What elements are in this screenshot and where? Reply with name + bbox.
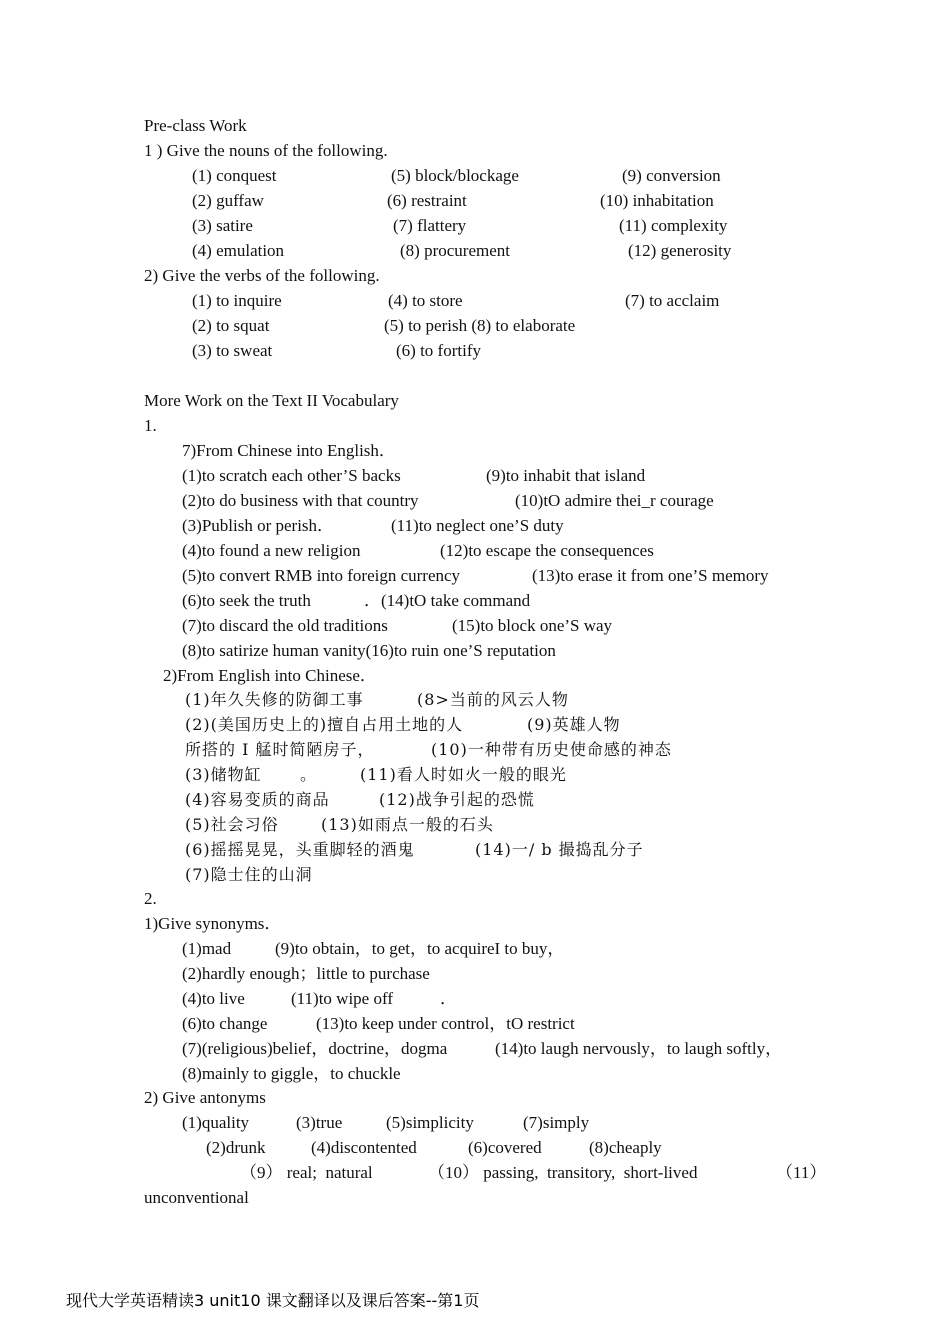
verb-item: (7) to acclaim	[625, 291, 720, 310]
part-heading: 7)From Chinese into English．	[182, 441, 396, 460]
antonym-item: (7)simply	[523, 1113, 590, 1132]
translation-item-cn: (9)英雄人物	[527, 715, 621, 734]
section-number: 2.	[144, 889, 157, 908]
antonym-item: （11）	[776, 1163, 827, 1182]
translation-item-cn: (1)年久失修的防御工事	[185, 690, 364, 709]
translation-item: (9)to inhabit that island	[486, 466, 646, 485]
verb-item: (2) to squat	[192, 316, 270, 335]
synonym-item: (11)to wipe off	[291, 989, 393, 1008]
translation-item-cn: (4)容易变质的商品	[185, 790, 330, 809]
translation-item: (7)to discard the old traditions	[182, 616, 388, 635]
antonym-item: (4)discontented	[311, 1138, 417, 1157]
translation-item: (3)Publish or perish．	[182, 516, 335, 535]
translation-item-cn: (8>当前的风云人物	[417, 690, 569, 709]
more-work-title: More Work on the Text II Vocabulary	[144, 391, 399, 410]
part-heading: 2)From English into Chinese．	[163, 666, 377, 685]
noun-item: (6) restraint	[387, 191, 467, 210]
synonym-item: (9)to obtain，to get，to acquireI to buy，	[275, 939, 565, 958]
noun-item: (8) procurement	[400, 241, 510, 260]
noun-item: (4) emulation	[192, 241, 285, 260]
antonym-item: (8)cheaply	[589, 1138, 662, 1157]
translation-item-cn: (7)隐士住的山洞	[185, 865, 313, 884]
synonym-item: ．	[440, 989, 457, 1008]
verb-item: (3) to sweat	[192, 341, 273, 360]
synonym-item: (14)to laugh nervously，to laugh softly，	[495, 1039, 783, 1058]
verb-item: (1) to inquire	[192, 291, 282, 310]
translation-item: (2)to do business with that country	[182, 491, 419, 510]
antonym-item: （9） real; natural	[240, 1163, 373, 1182]
translation-item: (13)to erase it from one’S memory	[532, 566, 769, 585]
translation-item-cn: 所搭的 I 艋时简陋房子，	[185, 740, 375, 759]
part-heading: 2) Give antonyms	[144, 1088, 266, 1107]
translation-item: (1)to scratch each other’S backs	[182, 466, 401, 485]
translation-item: (8)to satirize human vanity(16)to ruin one’S reputation	[182, 641, 556, 660]
translation-item-cn: (10)一种带有历史使命感的神态	[431, 740, 672, 759]
synonym-item: (4)to live	[182, 989, 245, 1008]
synonym-item: (1)mad	[182, 939, 232, 958]
translation-item: (5)to convert RMB into foreign currency	[182, 566, 461, 585]
part-heading: 1)Give synonyms．	[144, 914, 282, 933]
antonym-item: unconventional	[144, 1188, 249, 1207]
synonym-item: (13)to keep under control，tO restrict	[316, 1014, 575, 1033]
noun-item: (9) conversion	[622, 166, 721, 185]
translation-item-cn: (13)如雨点一般的石头	[321, 815, 494, 834]
antonym-item: (2)drunk	[206, 1138, 266, 1157]
synonym-item: (7)(religious)belief，doctrine，dogma	[182, 1039, 448, 1058]
translation-item: ．(14)tO take command	[364, 591, 531, 610]
noun-item: (11) complexity	[619, 216, 728, 235]
verb-item: (4) to store	[388, 291, 463, 310]
synonym-item: (2)hardly enough；little to purchase	[182, 964, 430, 983]
translation-item-cn: (5)社会习俗	[185, 815, 279, 834]
verb-item: (6) to fortify	[396, 341, 481, 360]
antonym-item: (1)quality	[182, 1113, 250, 1132]
noun-item: (12) generosity	[628, 241, 732, 260]
noun-item: (1) conquest	[192, 166, 277, 185]
translation-item-cn: (12)战争引起的恐慌	[379, 790, 535, 809]
q1-heading: 1 ) Give the nouns of the following.	[144, 141, 388, 160]
antonym-item: （10） passing, transitory, short-lived	[428, 1163, 698, 1182]
noun-item: (5) block/blockage	[391, 166, 519, 185]
translation-item: (15)to block one’S way	[452, 616, 613, 635]
translation-item: (11)to neglect one’S duty	[391, 516, 564, 535]
verb-item: (5) to perish (8) to elaborate	[384, 316, 576, 335]
antonym-item: (6)covered	[468, 1138, 542, 1157]
noun-item: (7) flattery	[393, 216, 467, 235]
antonym-item: (5)simplicity	[386, 1113, 474, 1132]
translation-item: (12)to escape the consequences	[440, 541, 654, 560]
synonym-item: (8)mainly to giggle，to chuckle	[182, 1064, 401, 1083]
noun-item: (3) satire	[192, 216, 253, 235]
antonym-item: (3)true	[296, 1113, 343, 1132]
translation-item-cn: (6)摇摇晃晃，头重脚轻的酒鬼	[185, 840, 415, 859]
section-number: 1.	[144, 416, 157, 435]
page-footer: 现代大学英语精读3 unit10 课文翻译以及课后答案--第1页	[66, 1291, 480, 1310]
synonym-item: (6)to change	[182, 1014, 268, 1033]
translation-item-cn: (11)看人时如火一般的眼光	[360, 765, 567, 784]
pre-class-title: Pre-class Work	[144, 116, 247, 135]
translation-item-cn: (3)储物缸	[185, 765, 262, 784]
translation-item: (10)tO admire thei_r courage	[515, 491, 714, 510]
translation-item-cn: 。	[300, 765, 318, 784]
translation-item: (6)to seek the truth	[182, 591, 311, 610]
q2-heading: 2) Give the verbs of the following.	[144, 266, 380, 285]
noun-item: (10) inhabitation	[600, 191, 714, 210]
translation-item: (4)to found a new religion	[182, 541, 361, 560]
translation-item-cn: (14)一∕ b 撮捣乱分子	[475, 840, 644, 859]
translation-item-cn: (2)(美国历史上的)擅自占用土地的人	[185, 715, 464, 734]
noun-item: (2) guffaw	[192, 191, 264, 210]
